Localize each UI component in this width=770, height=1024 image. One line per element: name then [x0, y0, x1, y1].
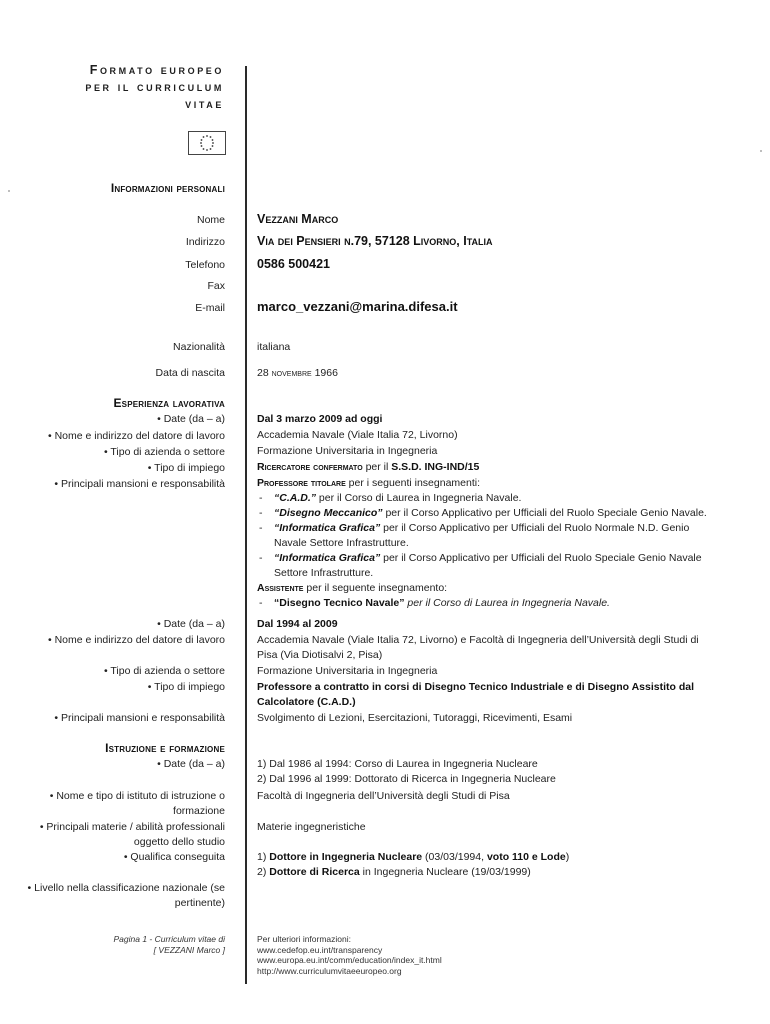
footer-link-cedefop[interactable]: www.cedefop.eu.int/transparency	[257, 944, 383, 955]
label-job1-duties: • Principali mansioni e responsabilità	[54, 478, 225, 490]
edu-date-line-1: 1) Dal 1986 al 1994: Corso di Laurea in Ingegneria Nucleare	[257, 758, 538, 770]
scan-speck	[8, 190, 10, 192]
birth-day: 28	[257, 367, 269, 379]
q1-title: Dottore in Ingegneria Nucleare	[269, 851, 423, 863]
job2-duties: Svolgimento di Lezioni, Esercitazioni, Tutoraggi, Ricevimenti, Esami	[257, 712, 573, 724]
value-name: Vezzani Marco	[257, 212, 339, 226]
label-phone: Telefono	[185, 259, 225, 271]
job1-titular-rest: per i seguenti insegnamenti:	[345, 477, 480, 489]
course-name: “Disegno Tecnico Navale”	[274, 597, 405, 609]
label-address: Indirizzo	[185, 236, 225, 248]
footer-link-europa[interactable]: www.europa.eu.int/comm/education/index_it.html	[257, 955, 442, 965]
column-divider	[245, 66, 247, 984]
list-item	[257, 491, 717, 506]
course-desc: per il Corso Applicativo per Ufficiali del Ruolo Speciale Genio Navale Settore Infrastrutture.	[274, 552, 702, 579]
edu-subjects: Materie ingegneristiche	[257, 821, 366, 833]
header-line-2: per il curriculum	[85, 80, 224, 94]
birth-month: novembre	[271, 367, 312, 379]
q2-title: Dottore di Ricerca	[269, 866, 360, 878]
edu-qualification-2	[257, 865, 717, 880]
q2-prefix: 2)	[257, 866, 270, 878]
job2-employer: Accademia Navale (Viale Italia 72, Livorno) e Facoltà di Ingegneria dell’Università degli Studi di Pisa (Via Diotisalvi 2, Pisa)	[257, 634, 699, 661]
cv-header-title	[40, 62, 224, 113]
job1-role-connector: per il	[362, 461, 392, 473]
footer-page-line-1: Pagina 1 - Curriculum vitae di	[113, 934, 225, 944]
label-job2-employer: • Nome e indirizzo del datore di lavoro	[47, 634, 225, 646]
section-title-experience: Esperienza lavorativa	[113, 396, 225, 410]
footer-link-cv-europeo[interactable]: http://www.curriculumvitaeeuropeo.org	[257, 965, 402, 976]
eu-flag-icon	[188, 131, 226, 155]
label-edu-qualification: • Qualifica conseguita	[123, 851, 225, 863]
label-fax: Fax	[207, 280, 225, 292]
job1-block	[257, 412, 717, 611]
footer-page-info	[114, 934, 226, 956]
label-edu-institute: • Nome e tipo di istituto di istruzione o formazione	[49, 790, 225, 817]
label-job2-duties: • Principali mansioni e responsabilità	[54, 712, 225, 724]
list-item	[257, 506, 717, 521]
label-email: E-mail	[195, 302, 225, 314]
course-name: “Informatica Grafica”	[274, 552, 381, 564]
job1-sector: Formazione Universitaria in Ingegneria	[257, 445, 438, 457]
job1-courses-list	[257, 491, 717, 581]
course-name: “C.A.D.”	[274, 492, 316, 504]
q2-rest: in Ingegneria Nucleare (19/03/1999)	[359, 866, 531, 878]
list-item	[257, 596, 717, 611]
job1-assistant	[257, 581, 717, 596]
label-edu-date: • Date (da – a)	[157, 758, 225, 770]
list-item	[257, 521, 717, 551]
job2-date: Dal 1994 al 2009	[257, 618, 338, 630]
label-job2-sector: • Tipo di azienda o settore	[103, 665, 225, 677]
section-title-education: Istruzione e formazione	[105, 741, 225, 755]
label-job1-type: • Tipo di impiego	[147, 462, 225, 474]
job2-role: Professore a contratto in corsi di Disegno Tecnico Industriale e di Disegno Assistito dal Calcolatore (C.A.D.)	[257, 681, 695, 708]
label-job2-type: • Tipo di impiego	[147, 681, 225, 693]
label-nationality: Nazionalità	[173, 341, 225, 353]
value-phone: 0586 500421	[257, 257, 330, 271]
value-email: marco_vezzani@marina.difesa.it	[257, 299, 458, 314]
label-birthdate: Data di nascita	[155, 367, 225, 379]
edu-date-line-2: 2) Dal 1996 al 1999: Dottorato di Ricerca in Ingegneria Nucleare	[257, 773, 556, 785]
job1-role-title: Ricercatore confermato	[257, 461, 363, 473]
label-job2-date: • Date (da – a)	[157, 618, 225, 630]
job1-assistant-rest: per il seguente insegnamento:	[303, 582, 448, 594]
label-job1-date: • Date (da – a)	[157, 413, 225, 425]
q1-end: )	[565, 851, 570, 863]
course-desc: per il Corso di Laurea in Ingegneria Navale.	[404, 597, 610, 609]
label-job1-sector: • Tipo di azienda o settore	[103, 446, 225, 458]
label-name: Nome	[196, 214, 225, 226]
job1-employer: Accademia Navale (Viale Italia 72, Livorno)	[257, 429, 458, 441]
edu-qualification-1	[257, 850, 717, 865]
label-edu-subjects: • Principali materie / abilità professionali oggetto dello studio	[39, 821, 225, 848]
value-nationality: italiana	[257, 341, 291, 353]
job1-role	[257, 460, 717, 475]
q1-date: (03/03/1994,	[422, 851, 487, 863]
course-desc: per il Corso Applicativo per Ufficiali del Ruolo Speciale Genio Navale.	[382, 507, 707, 519]
course-desc: per il Corso Applicativo per Ufficiali del Ruolo Normale N.D. Genio Navale Settore Infrastrutture.	[274, 522, 690, 549]
course-name: “Disegno Meccanico”	[274, 507, 383, 519]
birth-year: 1966	[314, 367, 338, 379]
job1-assistant-title: Assistente	[257, 582, 304, 594]
value-birthdate	[257, 366, 717, 381]
job1-assistant-list	[257, 596, 717, 611]
header-line-1: Formato europeo	[89, 63, 224, 77]
label-edu-level: • Livello nella classificazione nazionale (se pertinente)	[27, 882, 225, 909]
course-name: “Informatica Grafica”	[274, 522, 381, 534]
footer-links	[257, 934, 557, 976]
job1-titular-title: Professore titolare	[257, 477, 346, 489]
edu-institute: Facoltà di Ingegneria dell’Università degli Studi di Pisa	[257, 790, 510, 802]
job1-date: Dal 3 marzo 2009 ad oggi	[257, 413, 383, 425]
section-title-personal: Informazioni personali	[110, 181, 225, 195]
q1-prefix: 1)	[257, 851, 270, 863]
footer-page-line-2: [ VEZZANI Marco ]	[153, 945, 225, 955]
job1-titular	[257, 476, 717, 491]
job1-role-ssd: S.S.D. ING-IND/15	[391, 461, 480, 473]
value-address: Via dei Pensieri n.79, 57128 Livorno, Italia	[257, 234, 493, 248]
course-desc: per il Corso di Laurea in Ingegneria Navale.	[316, 492, 522, 504]
job2-sector: Formazione Universitaria in Ingegneria	[257, 665, 438, 677]
scan-speck	[760, 150, 762, 152]
q1-grade: voto 110 e Lode	[486, 851, 566, 863]
header-line-3: vitae	[185, 97, 224, 111]
footer-info-heading: Per ulteriori informazioni:	[257, 934, 352, 944]
label-job1-employer: • Nome e indirizzo del datore di lavoro	[47, 430, 225, 442]
list-item	[257, 551, 717, 581]
